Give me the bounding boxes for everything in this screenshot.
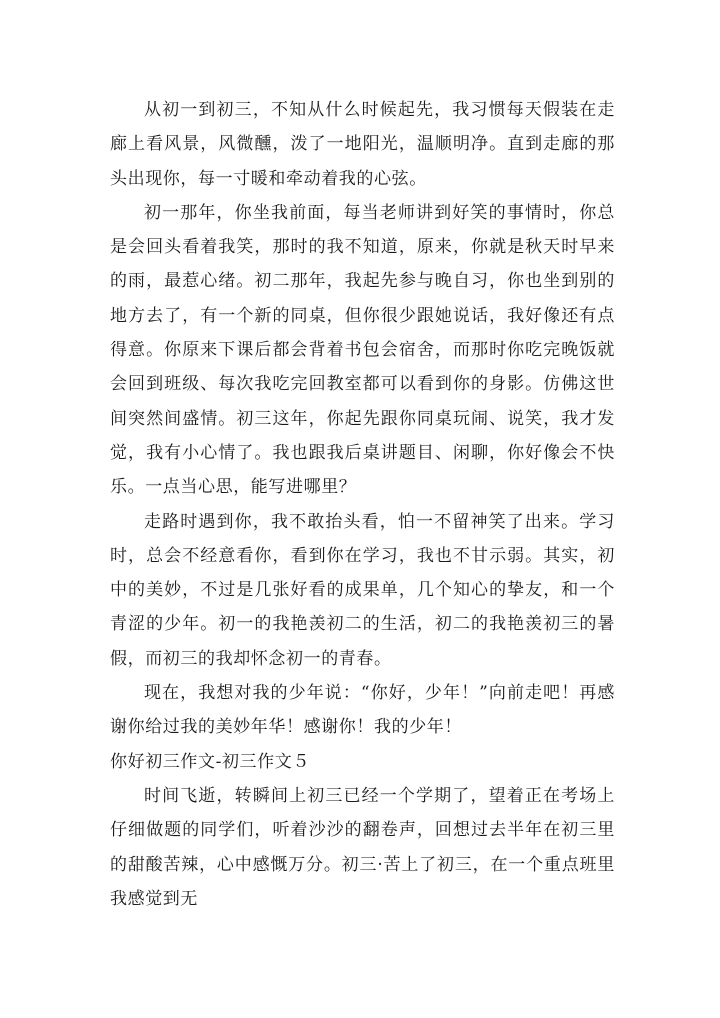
document-body xyxy=(110,93,615,916)
paragraph-1: 从初一到初三，不知从什么时候起先，我习惯每天假装在走廊上看风景，风微醺，泼了一地阳光，温顺明净。直到走廊的那头出现你，每一寸暖和牵动着我的心弦。 xyxy=(110,100,615,189)
paragraph-3: 走路时遇到你，我不敢抬头看，怕一不留神笑了出来。学习时，总会不经意看你，看到你在学习，我也不甘示弱。其实，初中的美妙，不过是几张好看的成果单，几个知心的挚友，和一个青涩的少年。初一的我艳羡初二的生活，初二的我艳羡初三的暑假，而初三的我却怀念初一的青春。 xyxy=(110,511,615,669)
paragraph-4: 现在，我想对我的少年说：“你好，少年！”向前走吧！再感谢你给过我的美妙年华！感谢你！我的少年！ xyxy=(110,683,615,738)
paragraph-5: 时间飞逝，转瞬间上初三已经一个学期了，望着正在考场上仔细做题的同学们，听着沙沙的翻卷声，回想过去半年在初三里的甜酸苦辣，心中感慨万分。初三·苦上了初三，在一个重点班里我感觉到无 xyxy=(110,785,615,909)
paragraph-2: 初一那年，你坐我前面，每当老师讲到好笑的事情时，你总是会回头看着我笑，那时的我不知道，原来，你就是秋天时早来的雨，最惹心绪。初二那年，我起先参与晚自习，你也坐到别的地方去了，有一个新的同桌，但你很少跟她说话，我好像还有点得意。你原来下课后都会背着书包会宿舍，而那时你吃完晚饭就会回到班级、每次我吃完回教室都可以看到你的身影。仿佛这世间突然间盛情。初三这年，你起先跟你同桌玩闹、说笑，我才发觉，我有小心情了。我也跟我后桌讲题目、闲聊，你好像会不快乐。一点当心思，能写进哪里？ xyxy=(110,202,615,498)
section-heading: 你好初三作文-初三作文５ xyxy=(110,751,310,772)
